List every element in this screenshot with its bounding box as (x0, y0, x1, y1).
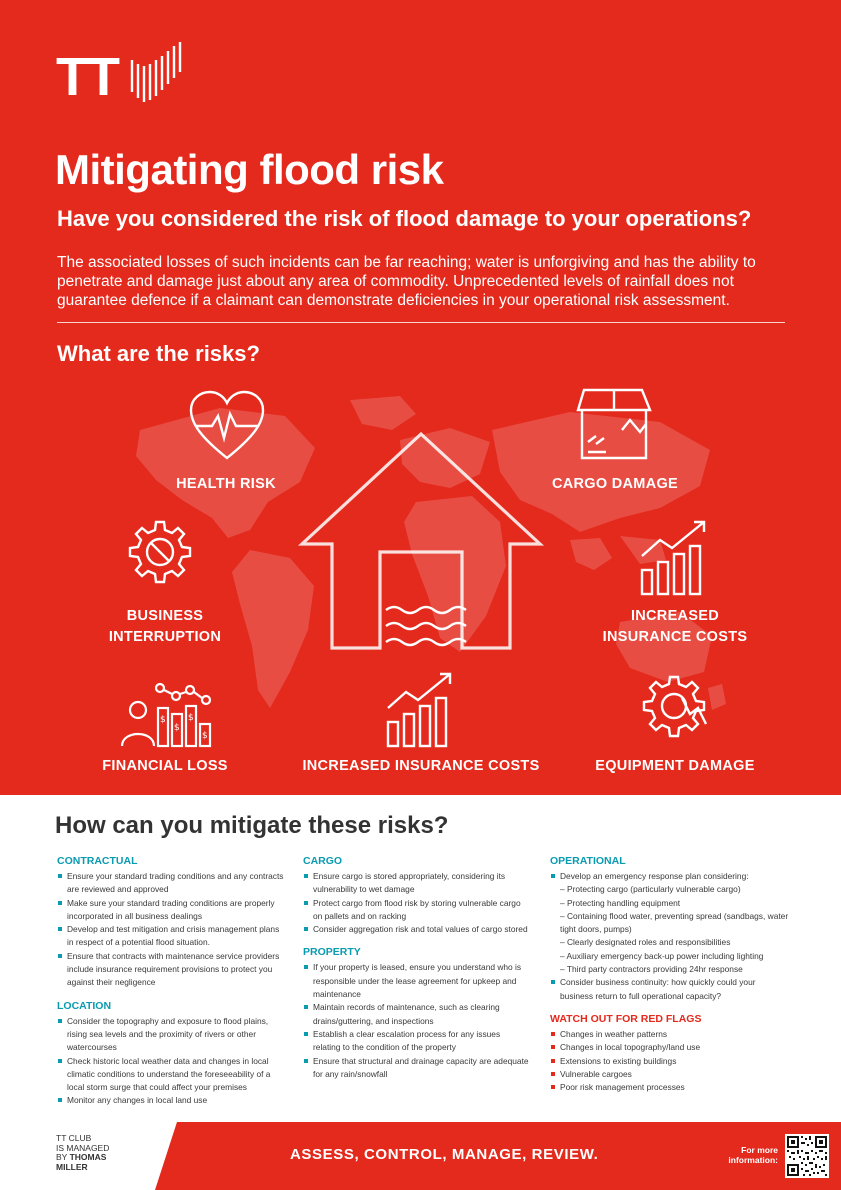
risk-label-cargo: CARGO DAMAGE (551, 476, 679, 492)
managed-by-text (56, 1134, 109, 1172)
column-contractual-location (57, 854, 287, 1108)
house-icon (296, 428, 546, 653)
list-subitem: – Protecting cargo (particularly vulnerable cargo) (560, 884, 741, 895)
list-subitem: – Third party contractors providing 24hr response (560, 964, 743, 975)
list-item: Protect cargo from flood risk by storing vulnerable cargo on pallets and on racking (303, 897, 529, 924)
list-item: Ensure your standard trading conditions and any contracts are reviewed and approved (57, 870, 287, 897)
managed-by-word: BY (56, 1152, 68, 1162)
managed-line-2: IS MANAGED (56, 1142, 110, 1153)
list-item: Changes in local topography/land use (550, 1041, 790, 1054)
list-subitem: – Containing flood water, preventing spread (sandbags, water tight doors, pumps) (560, 910, 789, 935)
svg-text:$: $ (160, 715, 166, 725)
section-title-contractual: CONTRACTUAL (57, 855, 138, 867)
bar-chart-up-icon (384, 670, 458, 748)
list-item: Extensions to existing buildings (550, 1055, 790, 1068)
contractual-list (57, 870, 287, 990)
list-item: Ensure that structural and drainage capacity are adequate for any rain/snowfall (303, 1055, 529, 1082)
svg-text:$: $ (202, 731, 208, 741)
list-item: Poor risk management processes (550, 1081, 790, 1094)
list-item: If your property is leased, ensure you understand who is responsible under the lease agreement for upkeep and maintenance (303, 961, 529, 1001)
divider (57, 322, 785, 323)
list-item: Ensure cargo is stored appropriately, considering its vulnerability to wet damage (303, 870, 529, 897)
operational-list (550, 870, 790, 1003)
more-info-label: For more information: (728, 1145, 778, 1165)
list-item: Changes in weather patterns (550, 1028, 790, 1041)
damaged-box-icon (574, 386, 654, 464)
list-item: Vulnerable cargoes (550, 1068, 790, 1081)
tt-logo (56, 42, 186, 107)
risks-heading: What are the risks? (57, 341, 260, 366)
list-item: Develop and test mitigation and crisis management plans in respect of a potential flood situation. (57, 923, 287, 950)
section-title-location: LOCATION (57, 999, 112, 1012)
bar-chart-up-icon (638, 518, 712, 596)
gear-prohibited-icon (127, 519, 193, 585)
location-list (57, 1015, 287, 1108)
list-item: Monitor any changes in local land use (57, 1094, 287, 1107)
list-item: Consider business continuity: how quickly could your business return to full operational capacity? (550, 976, 790, 1003)
list-subitem: – Protecting handling equipment (560, 897, 681, 908)
svg-text:$: $ (188, 713, 194, 723)
list-subitem: – Clearly designated roles and responsibilities (560, 937, 731, 948)
red-flags-list (550, 1028, 790, 1094)
risk-label-insurance-costs-right: INCREASED INSURANCE COSTS (602, 608, 748, 645)
svg-text:$: $ (174, 723, 180, 733)
list-item: Develop an emergency response plan considering: (550, 870, 790, 883)
heart-pulse-icon (188, 390, 266, 462)
person-chart-icon (120, 682, 214, 748)
list-item: Check historic local weather data and changes in local climatic conditions to understand the foreseeability of a local storm surge that could affect your premises (57, 1055, 287, 1095)
list-subitem: – Auxiliary emergency back-up power including lighting (560, 950, 764, 961)
managed-name-2: MILLER (56, 1161, 88, 1172)
page-subtitle: Have you considered the risk of flood damage to your operations? (57, 206, 752, 231)
list-item: Ensure that contracts with maintenance service providers include insurance requirement provisions to protect you against their negligence (57, 950, 287, 990)
cargo-list (303, 870, 529, 936)
logo-stripes-icon (128, 42, 186, 104)
list-item: Make sure your standard trading conditions are properly incorporated in all business dealings (57, 897, 287, 924)
list-item: Establish a clear escalation process for any issues relating to the condition of the property (303, 1028, 529, 1055)
page-title: Mitigating flood risk (55, 146, 444, 193)
list-item: Maintain records of maintenance, such as clearing drains/guttering, and inspections (303, 1001, 529, 1028)
risk-label-health: HEALTH RISK (176, 476, 276, 492)
risk-label-equipment-damage: EQUIPMENT DAMAGE (595, 758, 755, 774)
logo-text: TT (56, 47, 118, 107)
section-title-cargo: CARGO (303, 855, 343, 867)
section-title-red-flags: WATCH OUT FOR RED FLAGS (550, 1012, 702, 1025)
risk-label-business-interruption: BUSINESS INTERRUPTION (108, 608, 222, 645)
column-cargo-property (303, 854, 529, 1081)
managed-line-1: TT CLUB (56, 1133, 92, 1143)
list-item: Consider the topography and exposure to flood plains, rising sea levels and the proximity of rivers or other watercourses (57, 1015, 287, 1055)
section-title-property: PROPERTY (303, 946, 361, 959)
column-operational-red-flags (550, 854, 790, 1094)
managed-name-1: THOMAS (69, 1152, 107, 1162)
risk-label-insurance-costs-center: INCREASED INSURANCE COSTS (302, 758, 540, 774)
tagline: ASSESS, CONTROL, MANAGE, REVIEW. (290, 1146, 599, 1163)
mitigate-heading: How can you mitigate these risks? (55, 812, 449, 839)
list-item: Consider aggregation risk and total values of cargo stored (303, 923, 529, 936)
intro-paragraph: The associated losses of such incidents can be far reaching; water is unforgiving and has the ability to penetrate and damage just about any area of commodity. Unprecedented levels of rainfall does not guarantee defence if a claimant can demonstrate deficiencies in your operational risk assessment. (57, 254, 756, 309)
property-list (303, 961, 529, 1081)
section-title-operational: OPERATIONAL (550, 855, 626, 867)
broken-gear-icon (636, 674, 712, 744)
qr-code-icon[interactable] (785, 1134, 829, 1178)
risk-label-financial-loss: FINANCIAL LOSS (102, 758, 228, 774)
